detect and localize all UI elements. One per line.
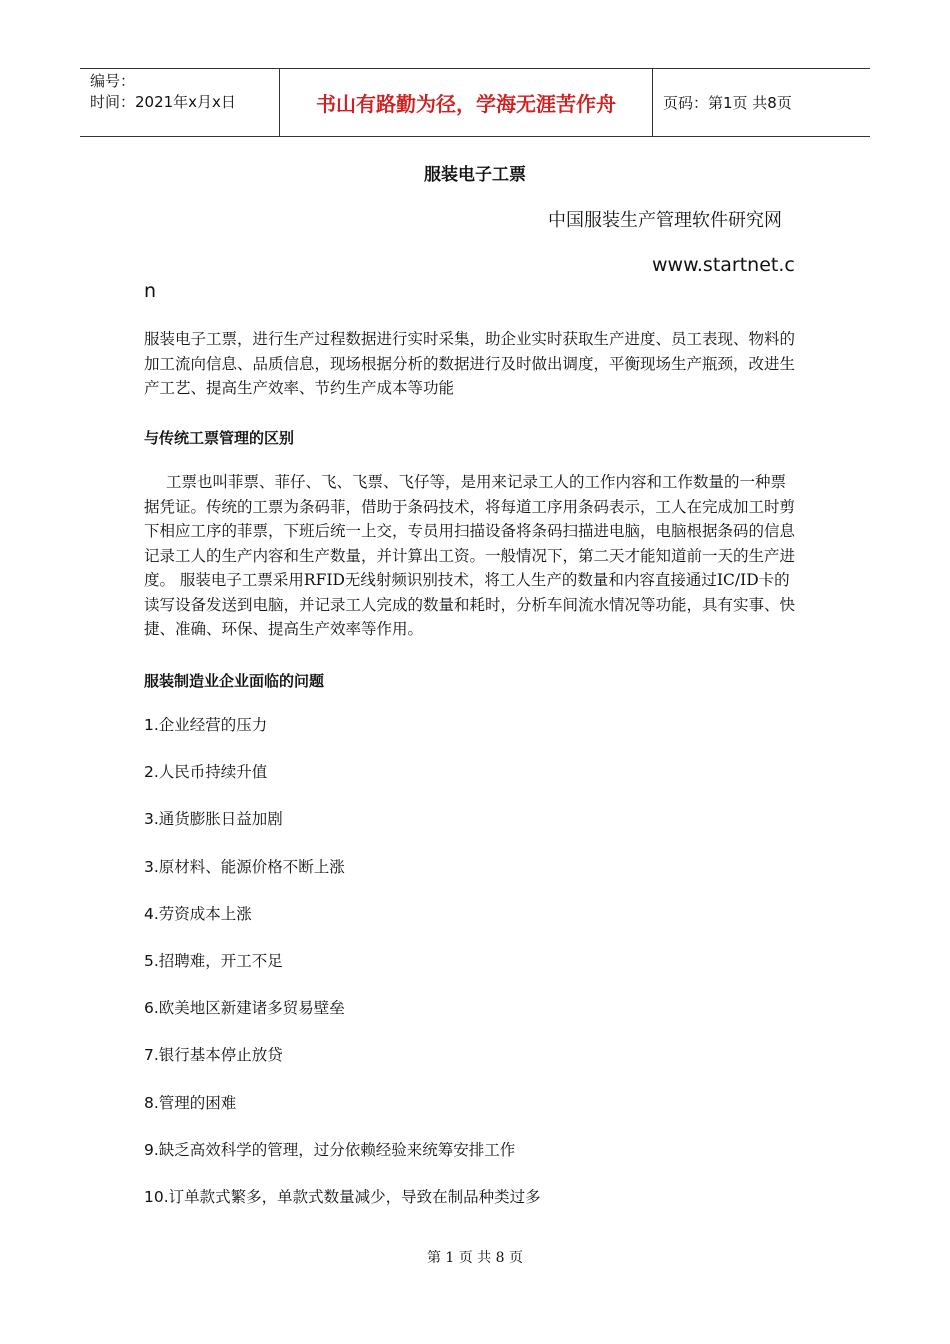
item-number: 2.	[144, 763, 159, 782]
item-text: 企业经营的压力	[158, 716, 268, 734]
item-text: 银行基本停止放贷	[158, 1046, 283, 1065]
item-number: 3.	[144, 857, 159, 876]
list-item	[144, 903, 541, 950]
item-text: 缺乏高效科学的管理，过分依赖经验来统筹安排工作	[158, 1140, 516, 1159]
header-page-info: 页码：第1页 共8页	[663, 94, 792, 112]
document-title: 服装电子工票	[424, 165, 526, 185]
header-motto: 书山有路勤为径，学海无涯苦作舟	[280, 69, 653, 136]
website-url-line2: n	[144, 280, 157, 302]
item-text: 通货膨胀日益加剧	[158, 810, 283, 829]
section-heading-problems: 服装制造业企业面临的问题	[144, 672, 325, 690]
item-number: 5.	[144, 951, 159, 970]
item-text: 原材料、能源价格不断上涨	[158, 857, 345, 876]
page-footer: 第 1 页 共 8 页	[426, 1250, 524, 1266]
item-number: 7.	[144, 1046, 159, 1065]
page-header	[80, 68, 870, 137]
list-item	[144, 1092, 541, 1139]
item-number: 10.	[144, 1187, 169, 1206]
item-number: 4.	[144, 904, 159, 923]
list-item	[144, 1186, 541, 1233]
item-text: 管理的困难	[158, 1093, 237, 1112]
item-number: 6.	[144, 999, 159, 1018]
header-meta	[80, 69, 280, 136]
item-number: 1.	[144, 716, 159, 734]
item-text: 欧美地区新建诸多贸易壁垒	[158, 999, 345, 1018]
item-text: 劳资成本上涨	[158, 904, 252, 923]
item-number: 8.	[144, 1093, 159, 1112]
item-text: 人民币持续升值	[158, 763, 268, 782]
list-item	[144, 714, 541, 761]
item-number: 3.	[144, 810, 159, 829]
list-item	[144, 950, 541, 997]
list-item	[144, 1044, 541, 1091]
list-item	[144, 1139, 541, 1186]
item-number: 9.	[144, 1140, 159, 1159]
item-text: 订单款式繁多，单款式数量减少，导致在制品种类过多	[168, 1187, 541, 1206]
section-heading-differences: 与传统工票管理的区别	[144, 429, 295, 447]
list-item	[144, 761, 541, 808]
organization-name: 中国服装生产管理软件研究网	[548, 210, 782, 231]
list-item	[144, 808, 541, 855]
website-url-line1: www.startnet.c	[652, 254, 795, 276]
intro-paragraph: 服装电子工票，进行生产过程数据进行实时采集，助企业实时获取生产进度、员工表现、物料的加工流向信息、品质信息，现场根据分析的数据进行及时做出调度，平衡现场生产瓶颈，改进生产工艺、提高生产效率、节约生产成本等功能	[144, 330, 796, 397]
list-item	[144, 856, 541, 903]
time-label: 时间：2021年x月x日	[90, 93, 236, 111]
problems-list	[144, 714, 541, 1233]
section-body-differences: 工票也叫菲票、菲仔、飞、飞票、飞仔等，是用来记录工人的工作内容和工作数量的一种票据凭证。传统的工票为条码菲，借助于条码技术，将每道工序用条码表示，工人在完成加工时剪下相应工序的菲票，下班后统一上交，专员用扫描设备将条码扫描进电脑，电脑根据条码的信息记录工人的生产内容和生产数量，并计算出工资。一般情况下，第二天才能知道前一天的生产进度。 服装电子工票采用RFID无线射频识别技术，将工人生产的数量和内容直接通过IC/ID卡的读写设备发送到电脑，并记录工人完成的数量和耗时，分析车间流水情况等功能，具有实事、快捷、准确、环保、提高生产效率等作用。	[144, 473, 796, 638]
number-label: 编号：	[90, 72, 136, 90]
list-item	[144, 997, 541, 1044]
item-text: 招聘难，开工不足	[158, 951, 283, 970]
